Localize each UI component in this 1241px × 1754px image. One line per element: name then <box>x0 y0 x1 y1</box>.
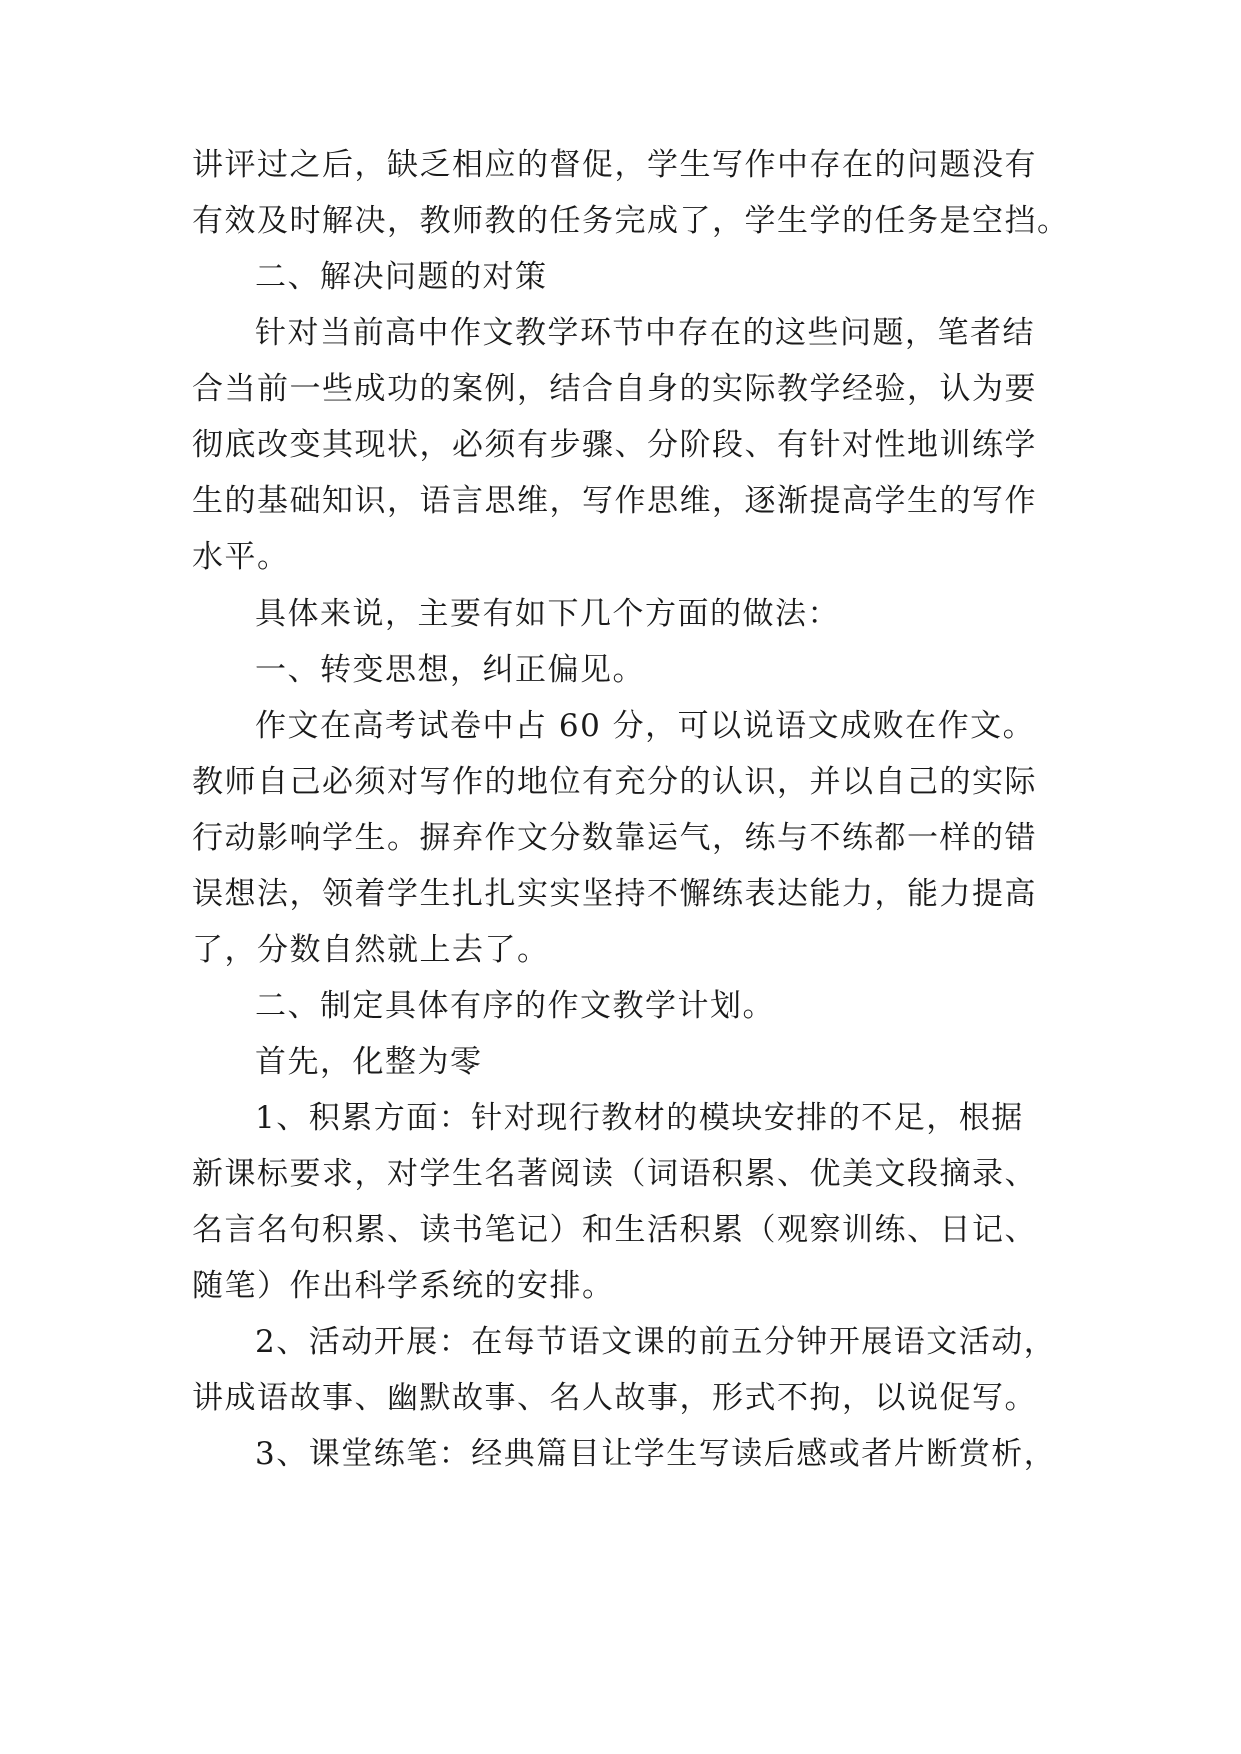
text-line: 讲评过之后，缺乏相应的督促，学生写作中存在的问题没有 <box>192 147 1037 183</box>
text-line: 讲成语故事、幽默故事、名人故事，形式不拘，以说促写。 <box>192 1380 1037 1416</box>
section-heading: 二、制定具体有序的作文教学计划。 <box>255 988 775 1024</box>
text-line: 名言名句积累、读书笔记）和生活积累（观察训练、日记、 <box>192 1212 1037 1248</box>
text-line: 彻底改变其现状，必须有步骤、分阶段、有针对性地训练学 <box>192 427 1037 463</box>
paragraph-start: 具体来说，主要有如下几个方面的做法： <box>255 596 840 632</box>
list-item-start: 3、课堂练笔：经典篇目让学生写读后感或者片断赏析， <box>255 1436 1057 1472</box>
list-item-start: 2、活动开展：在每节语文课的前五分钟开展语文活动， <box>255 1324 1057 1360</box>
paragraph-start: 作文在高考试卷中占 60 分，可以说语文成败在作文。 <box>255 708 1036 744</box>
text-line: 新课标要求，对学生名著阅读（词语积累、优美文段摘录、 <box>192 1156 1037 1192</box>
text-line: 教师自己必须对写作的地位有充分的认识，并以自己的实际 <box>192 764 1037 800</box>
text-line: 随笔）作出科学系统的安排。 <box>192 1268 615 1304</box>
text-line: 水平。 <box>192 539 290 575</box>
text-line: 了，分数自然就上去了。 <box>192 932 550 968</box>
paragraph-start: 针对当前高中作文教学环节中存在的这些问题，笔者结 <box>255 315 1035 351</box>
text-line: 生的基础知识，语言思维，写作思维，逐渐提高学生的写作 <box>192 483 1037 519</box>
section-heading: 二、解决问题的对策 <box>255 259 548 295</box>
text-line: 合当前一些成功的案例，结合自身的实际教学经验，认为要 <box>192 371 1037 407</box>
text-line: 行动影响学生。摒弃作文分数靠运气，练与不练都一样的错 <box>192 820 1037 856</box>
paragraph-start: 首先，化整为零 <box>255 1044 483 1080</box>
text-line: 误想法，领着学生扎扎实实坚持不懈练表达能力，能力提高 <box>192 876 1037 912</box>
list-item-start: 1、积累方面：针对现行教材的模块安排的不足，根据 <box>255 1100 1024 1136</box>
section-heading: 一、转变思想，纠正偏见。 <box>255 652 645 688</box>
text-line: 有效及时解决，教师教的任务完成了，学生学的任务是空挡。 <box>192 203 1070 239</box>
